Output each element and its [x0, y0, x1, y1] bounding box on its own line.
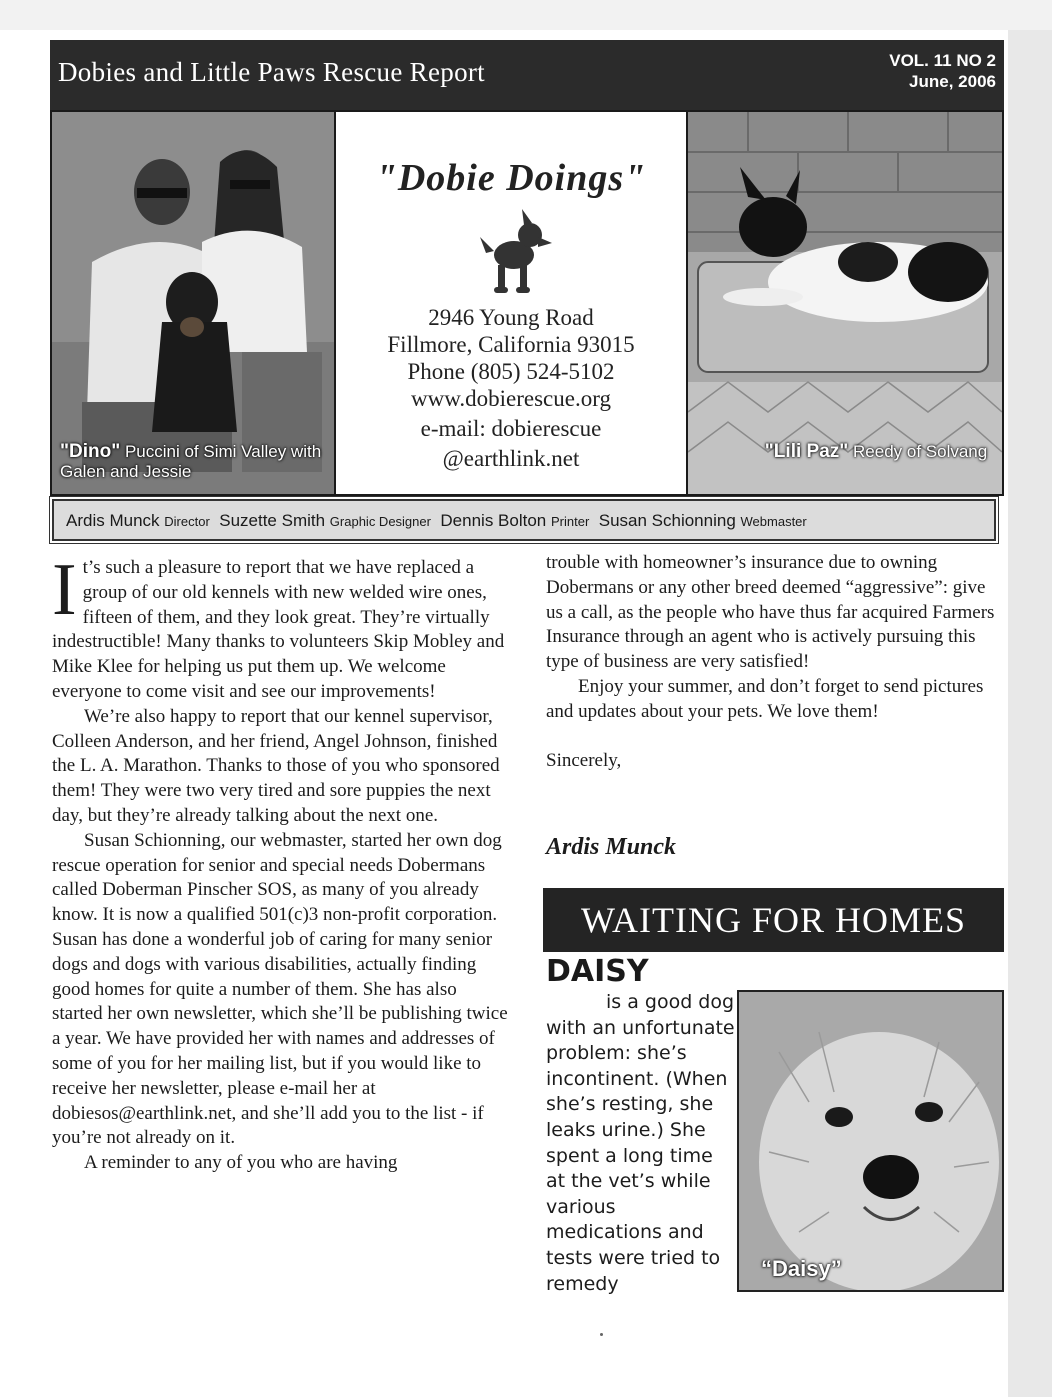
shaggy-dog-illustration	[739, 992, 1002, 1290]
staff-name: Suzette Smith	[219, 511, 326, 530]
staff-role: Webmaster	[740, 514, 807, 529]
contact-block	[336, 304, 686, 472]
signature: Ardis Munck	[546, 834, 677, 860]
daisy-description-text: is a good dog with an unfortunate problem: she’s incontinent. (When she’s resting, she leaks urine.) She spent a long time at the vet’s while various medications and tests were tried to remedy	[546, 991, 735, 1295]
paragraph-text: t’s such a pleasure to report that we have replaced a group of our old kennels with new welded wire ones, fifteen of them, and they look great. They’re virtually indestructible! Many thanks to volunteers Skip Mobley and Mike Klee for helping us put them up. We welcome everyone to come visit and see our improvements!	[52, 557, 505, 702]
article-paragraph: Enjoy your summer, and don’t forget to send pictures and updates about your pets. We love them!	[546, 675, 984, 722]
staff-role: Graphic Designer	[329, 514, 431, 529]
article-paragraph: We’re also happy to report that our kennel supervisor, Colleen Anderson, and her friend, Angel Johnson, finished the L. A. Marathon. Thanks to those of you who sponsored them! They were two very tired and sore puppies the next day, but they’re already talking about the next one.	[52, 705, 500, 826]
email-line-2: @earthlink.net	[442, 446, 580, 471]
issue-date: June, 2006	[909, 72, 996, 91]
people-with-dog-illustration	[52, 112, 334, 494]
article-paragraph	[52, 549, 510, 705]
website-link[interactable]: www.dobierescue.org	[411, 386, 611, 411]
email-line-1: e-mail: dobierescue	[420, 416, 602, 441]
logo-title: "Dobie Doings"	[375, 157, 647, 199]
staff-name: Susan Schionning	[598, 511, 736, 530]
scan-top-margin	[0, 0, 1052, 30]
city-state-zip: Fillmore, California 93015	[387, 332, 635, 357]
staff-role: Director	[164, 514, 210, 529]
dog-on-cushion-illustration	[688, 112, 1002, 494]
scan-speck	[600, 1333, 603, 1336]
dog-name-dino: "Dino"	[60, 441, 121, 462]
photo-dino-galen-jessie	[52, 112, 334, 494]
issue-info	[889, 50, 996, 92]
masthead-bar	[50, 40, 1004, 110]
article-paragraph: Susan Schionning, our webmaster, started her own dog rescue operation for senior and special needs Dobermans called Doberman Pinscher SOS, as many of you already know. It is now a qualified 501(c)3 non-profit corporation. Susan has done a wonderful job of caring for many senior dogs and dogs with various disabilities, actually finding good homes for quite a number of them. She has also started her own newsletter, which she’ll be publishing twice a year. We have provided her with names and addresses of some of you for her mailing list, but if you would like to receive her newsletter, please e-mail her at dobiesos@earthlink.net, and she’ll add you to the list - if you’re not already on it.	[52, 829, 508, 1149]
closing-line: Sincerely,	[546, 749, 622, 771]
daisy-photo	[737, 990, 1004, 1292]
article-left-column	[52, 549, 510, 1176]
right-photo-caption	[756, 442, 996, 462]
staff-role: Printer	[550, 514, 590, 529]
daisy-photo-caption: “Daisy”	[761, 1256, 842, 1281]
dog-name-heading: DAISY	[546, 954, 649, 989]
staff-name: Dennis Bolton	[440, 511, 547, 530]
logo-panel	[336, 112, 686, 494]
article-right-column	[546, 551, 1004, 773]
waiting-for-homes-heading: WAITING FOR HOMES	[543, 888, 1004, 952]
volume-number: VOL. 11 NO 2	[889, 51, 996, 70]
cartoon-dog-icon	[464, 207, 554, 297]
scan-right-margin	[1008, 30, 1052, 1397]
daisy-description	[546, 990, 736, 1297]
photo-lili-paz	[688, 112, 1002, 494]
staff-name: Ardis Munck	[66, 511, 160, 530]
left-photo-caption	[60, 442, 330, 482]
article-paragraph: A reminder to any of you who are having	[84, 1152, 398, 1174]
dog-name-lili-paz: "Lili Paz"	[764, 441, 849, 462]
staff-credits-bar	[52, 499, 996, 541]
newsletter-title: Dobies and Little Paws Rescue Report	[58, 57, 485, 87]
street-address: 2946 Young Road	[428, 305, 594, 330]
phone-number: Phone (805) 524-5102	[407, 359, 615, 384]
right-caption-text: Reedy of Solvang	[848, 442, 988, 461]
left-caption-text: Puccini of Simi Valley with Galen and Jessie	[60, 442, 322, 481]
article-paragraph: trouble with homeowner’s insurance due to owning Dobermans or any other breed deemed “aggressive”: give us a call, as the people who have thus far acquired Farmers Insurance through an agent who is actively pursuing this type of business are very satisfied!	[546, 552, 995, 673]
drop-cap: I	[52, 549, 77, 631]
